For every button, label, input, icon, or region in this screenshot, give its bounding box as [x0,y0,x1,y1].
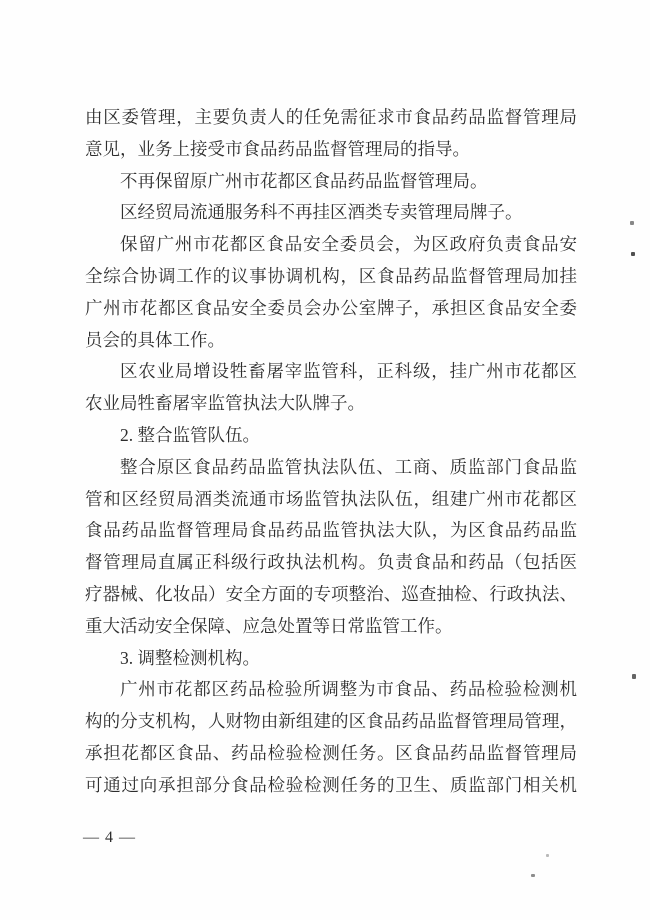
text-line: 疗器械、化妆品）安全方面的专项整治、巡查抽检、行政执法、 [85,583,577,604]
text-line: 不再保留原广州市花都区食品药品监督管理局。 [120,170,488,191]
text-line: 构的分支机构，人财物由新组建的区食品药品监督管理局管理， [85,711,577,732]
text-line: 由区委管理，主要负责人的任免需征求市食品药品监督管理局 [85,107,577,127]
text-line: 员会的具体工作。 [85,329,225,350]
text-line: 区经贸局流通服务科不再挂区酒类专卖管理局牌子。 [120,202,523,223]
list-heading-line: 3. 调整检测机构。 [120,647,260,668]
document-body [85,102,577,802]
scan-artifact [632,674,636,679]
text-line: 重大活动安全保障、应急处置等日常监管工作。 [85,615,453,636]
scan-artifact [546,854,549,857]
text-line: 农业局牲畜屠宰监管执法大队牌子。 [85,393,365,414]
text-line: 意见，业务上接受市食品药品监督管理局的指导。 [85,138,470,159]
text-line: 广州市花都区食品安全委员会办公室牌子，承担区食品安全委 [85,297,577,318]
text-line: 承担花都区食品、药品检验检测任务。区食品药品监督管理局 [85,742,577,763]
list-heading-line: 2. 整合监管队伍。 [120,424,260,445]
text-line: 保留广州市花都区食品安全委员会，为区政府负责食品安 [120,234,577,255]
scan-artifact [531,874,535,877]
text-line: 广州市花都区药品检验所调整为市食品、药品检验检测机 [120,679,577,700]
scan-artifact [630,221,634,225]
text-line: 全综合协调工作的议事协调机构，区食品药品监督管理局加挂 [85,265,577,286]
page-number: — 4 — [83,829,136,846]
text-line: 可通过向承担部分食品检验检测任务的卫生、质监部门相关机 [85,774,577,795]
text-line: 督管理局直属正科级行政执法机构。负责食品和药品（包括医 [85,552,577,573]
text-line: 管和区经贸局酒类流通市场监管执法队伍，组建广州市花都区 [85,488,577,509]
text-line: 区农业局增设牲畜屠宰监管科，正科级，挂广州市花都区 [120,361,577,382]
text-line: 整合原区食品药品监管执法队伍、工商、质监部门食品监 [120,456,577,477]
scan-artifact [631,252,635,256]
text-line: 食品药品监督管理局食品药品监管执法大队，为区食品药品监 [85,520,577,541]
